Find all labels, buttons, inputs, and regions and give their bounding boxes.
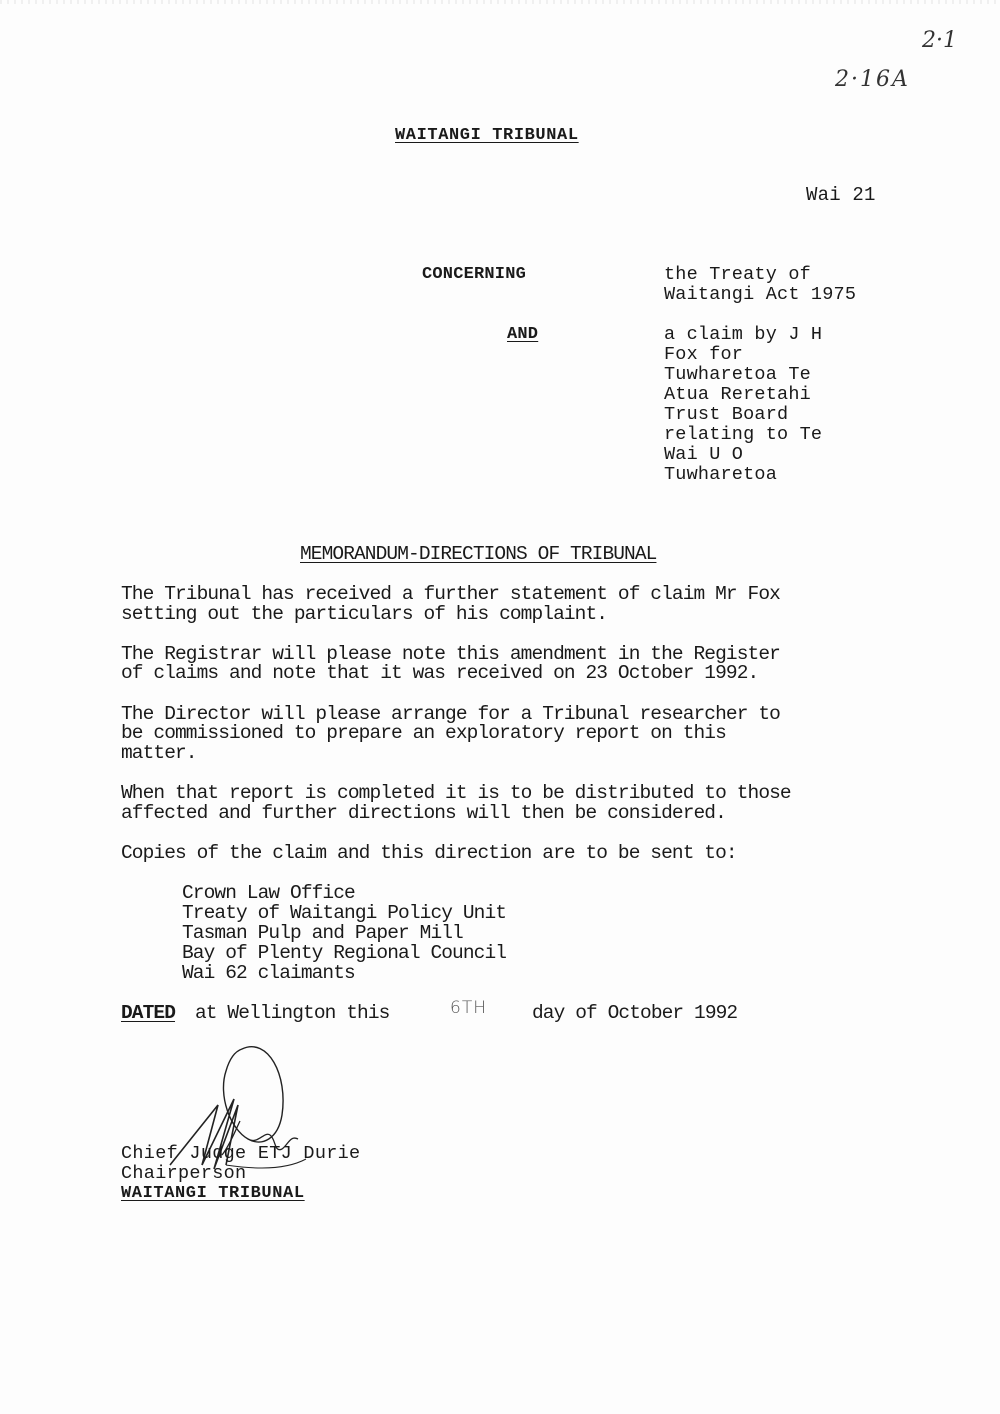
- and-line-6: Wai U O: [664, 444, 744, 465]
- signatory-role: Chairperson: [121, 1163, 247, 1184]
- dated-text-after: day of October 1992: [532, 1002, 738, 1024]
- recipient-item: Bay of Plenty Regional Council: [182, 942, 507, 964]
- memo-heading: MEMORANDUM-DIRECTIONS OF TRIBUNAL: [300, 543, 657, 565]
- concerning-line-0: the Treaty of: [664, 264, 811, 285]
- and-line-2: Tuwharetoa Te: [664, 364, 811, 385]
- dated-label: DATED: [121, 1002, 176, 1024]
- para-1-line-1: setting out the particulars of his complaint.: [121, 603, 608, 625]
- recipient-item: Crown Law Office: [182, 882, 355, 904]
- para-3-line-0: The Director will please arrange for a Tribunal researcher to: [121, 703, 780, 725]
- and-line-7: Tuwharetoa: [664, 464, 778, 485]
- handwritten-ref-second: 2·16A: [835, 67, 910, 92]
- recipient-item: Treaty of Waitangi Policy Unit: [182, 902, 507, 924]
- and-line-1: Fox for: [664, 344, 744, 365]
- dated-day-handwritten: 6TH: [450, 998, 487, 1018]
- recipient-item: Tasman Pulp and Paper Mill: [182, 922, 463, 944]
- para-5-line-0: Copies of the claim and this direction are to be sent to:: [121, 842, 737, 864]
- para-3-line-2: matter.: [121, 742, 197, 764]
- header-title: WAITANGI TRIBUNAL: [395, 126, 579, 145]
- signatory-name: Chief Judge ETJ Durie: [121, 1143, 361, 1164]
- para-1-line-0: The Tribunal has received a further statement of claim Mr Fox: [121, 583, 780, 605]
- para-4-line-0: When that report is completed it is to be distributed to those: [121, 782, 791, 804]
- signatory-organisation: WAITANGI TRIBUNAL: [121, 1184, 305, 1203]
- handwritten-ref-top: 2·1: [922, 28, 957, 53]
- para-4-line-1: affected and further directions will then be considered.: [121, 802, 726, 824]
- para-2-line-0: The Registrar will please note this amendment in the Register: [121, 643, 780, 665]
- dated-text-before: at Wellington this: [195, 1002, 390, 1024]
- and-line-3: Atua Reretahi: [664, 384, 811, 405]
- wai-number: Wai 21: [806, 184, 876, 206]
- concerning-label: CONCERNING: [422, 265, 527, 284]
- and-line-0: a claim by J H: [664, 324, 823, 345]
- concerning-line-1: Waitangi Act 1975: [664, 284, 857, 305]
- scan-artifact-band: [0, 0, 1000, 4]
- and-label: AND: [507, 325, 539, 344]
- para-3-line-1: be commissioned to prepare an exploratory report on this: [121, 722, 726, 744]
- recipient-item: Wai 62 claimants: [182, 962, 355, 984]
- and-line-5: relating to Te: [664, 424, 823, 445]
- para-2-line-1: of claims and note that it was received on 23 October 1992.: [121, 662, 759, 684]
- and-line-4: Trust Board: [664, 404, 789, 425]
